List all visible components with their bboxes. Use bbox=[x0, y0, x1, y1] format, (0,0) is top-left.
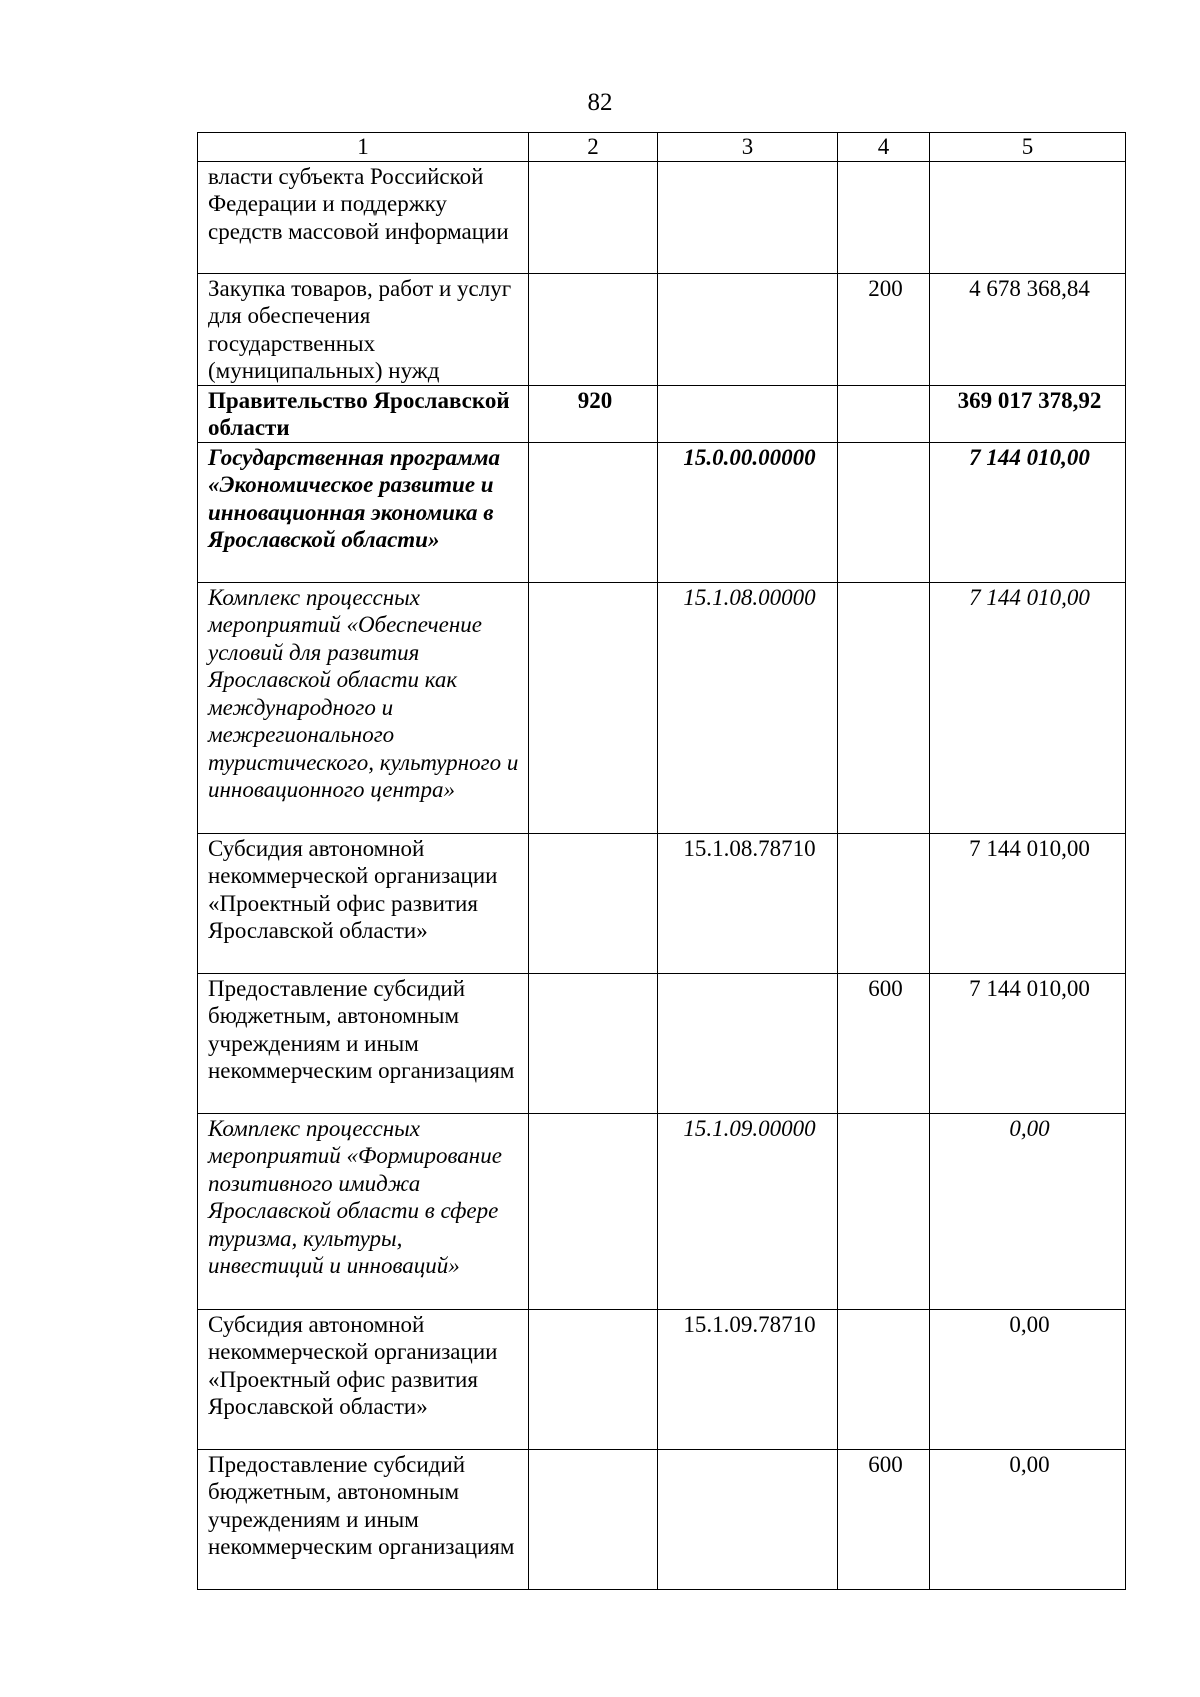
dept-code-cell bbox=[529, 582, 658, 833]
page-number: 82 bbox=[587, 89, 613, 116]
expense-type-cell bbox=[838, 833, 930, 973]
row-name-cell: Предоставление субсидий бюджетным, автономным учреждениям и иным некоммерческим организациям bbox=[198, 973, 529, 1113]
table-row bbox=[198, 833, 1126, 973]
column-header: 4 bbox=[838, 133, 930, 162]
target-article-cell: 15.1.08.78710 bbox=[658, 833, 838, 973]
target-article-cell: 15.1.09.00000 bbox=[658, 1113, 838, 1309]
expense-type-cell bbox=[838, 442, 930, 582]
target-article-cell bbox=[658, 973, 838, 1113]
table-row bbox=[198, 1309, 1126, 1449]
dept-code-cell: 920 bbox=[529, 385, 658, 442]
row-name-cell: Правительство Ярославской области bbox=[198, 385, 529, 442]
table-row bbox=[198, 161, 1126, 273]
column-header: 5 bbox=[930, 133, 1126, 162]
row-name-cell: Комплекс процессных мероприятий «Обеспечение условий для развития Ярославской области как международного и межрегионального туристического, культурного и инновационного центра» bbox=[198, 582, 529, 833]
table-header-row bbox=[198, 133, 1126, 162]
table-row bbox=[198, 1449, 1126, 1589]
expense-type-cell bbox=[838, 385, 930, 442]
amount-cell: 0,00 bbox=[930, 1113, 1126, 1309]
amount-cell: 7 144 010,00 bbox=[930, 833, 1126, 973]
amount-cell: 0,00 bbox=[930, 1309, 1126, 1449]
expense-type-cell: 200 bbox=[838, 273, 930, 385]
dept-code-cell bbox=[529, 1309, 658, 1449]
row-name-cell: Предоставление субсидий бюджетным, автономным учреждениям и иным некоммерческим организациям bbox=[198, 1449, 529, 1589]
table-row bbox=[198, 582, 1126, 833]
amount-cell bbox=[930, 161, 1126, 273]
target-article-cell: 15.1.09.78710 bbox=[658, 1309, 838, 1449]
amount-cell: 7 144 010,00 bbox=[930, 582, 1126, 833]
expense-type-cell bbox=[838, 161, 930, 273]
target-article-cell: 15.1.08.00000 bbox=[658, 582, 838, 833]
row-name-cell: Государственная программа «Экономическое развитие и инновационная экономика в Ярославской области» bbox=[198, 442, 529, 582]
column-header: 1 bbox=[198, 133, 529, 162]
table-row bbox=[198, 973, 1126, 1113]
table-row bbox=[198, 385, 1126, 442]
dept-code-cell bbox=[529, 273, 658, 385]
column-header: 3 bbox=[658, 133, 838, 162]
dept-code-cell bbox=[529, 833, 658, 973]
target-article-cell bbox=[658, 385, 838, 442]
table-row bbox=[198, 1113, 1126, 1309]
expense-type-cell: 600 bbox=[838, 1449, 930, 1589]
target-article-cell bbox=[658, 273, 838, 385]
budget-table bbox=[197, 132, 1126, 1590]
column-header: 2 bbox=[529, 133, 658, 162]
expense-type-cell bbox=[838, 1113, 930, 1309]
amount-cell: 4 678 368,84 bbox=[930, 273, 1126, 385]
row-name-cell: Субсидия автономной некоммерческой организации «Проектный офис развития Ярославской области» bbox=[198, 1309, 529, 1449]
amount-cell: 0,00 bbox=[930, 1449, 1126, 1589]
row-name-cell: власти субъекта Российской Федерации и поддержку средств массовой информации bbox=[198, 161, 529, 273]
row-name-cell: Субсидия автономной некоммерческой организации «Проектный офис развития Ярославской области» bbox=[198, 833, 529, 973]
dept-code-cell bbox=[529, 161, 658, 273]
amount-cell: 7 144 010,00 bbox=[930, 973, 1126, 1113]
expense-type-cell bbox=[838, 582, 930, 833]
row-name-cell: Комплекс процессных мероприятий «Формирование позитивного имиджа Ярославской области в сфере туризма, культуры, инвестиций и инноваций» bbox=[198, 1113, 529, 1309]
target-article-cell bbox=[658, 1449, 838, 1589]
dept-code-cell bbox=[529, 1449, 658, 1589]
dept-code-cell bbox=[529, 1113, 658, 1309]
row-name-cell: Закупка товаров, работ и услуг для обеспечения государственных (муниципальных) нужд bbox=[198, 273, 529, 385]
amount-cell: 369 017 378,92 bbox=[930, 385, 1126, 442]
dept-code-cell bbox=[529, 973, 658, 1113]
table-row bbox=[198, 442, 1126, 582]
amount-cell: 7 144 010,00 bbox=[930, 442, 1126, 582]
target-article-cell bbox=[658, 161, 838, 273]
dept-code-cell bbox=[529, 442, 658, 582]
table-row bbox=[198, 273, 1126, 385]
target-article-cell: 15.0.00.00000 bbox=[658, 442, 838, 582]
expense-type-cell bbox=[838, 1309, 930, 1449]
expense-type-cell: 600 bbox=[838, 973, 930, 1113]
